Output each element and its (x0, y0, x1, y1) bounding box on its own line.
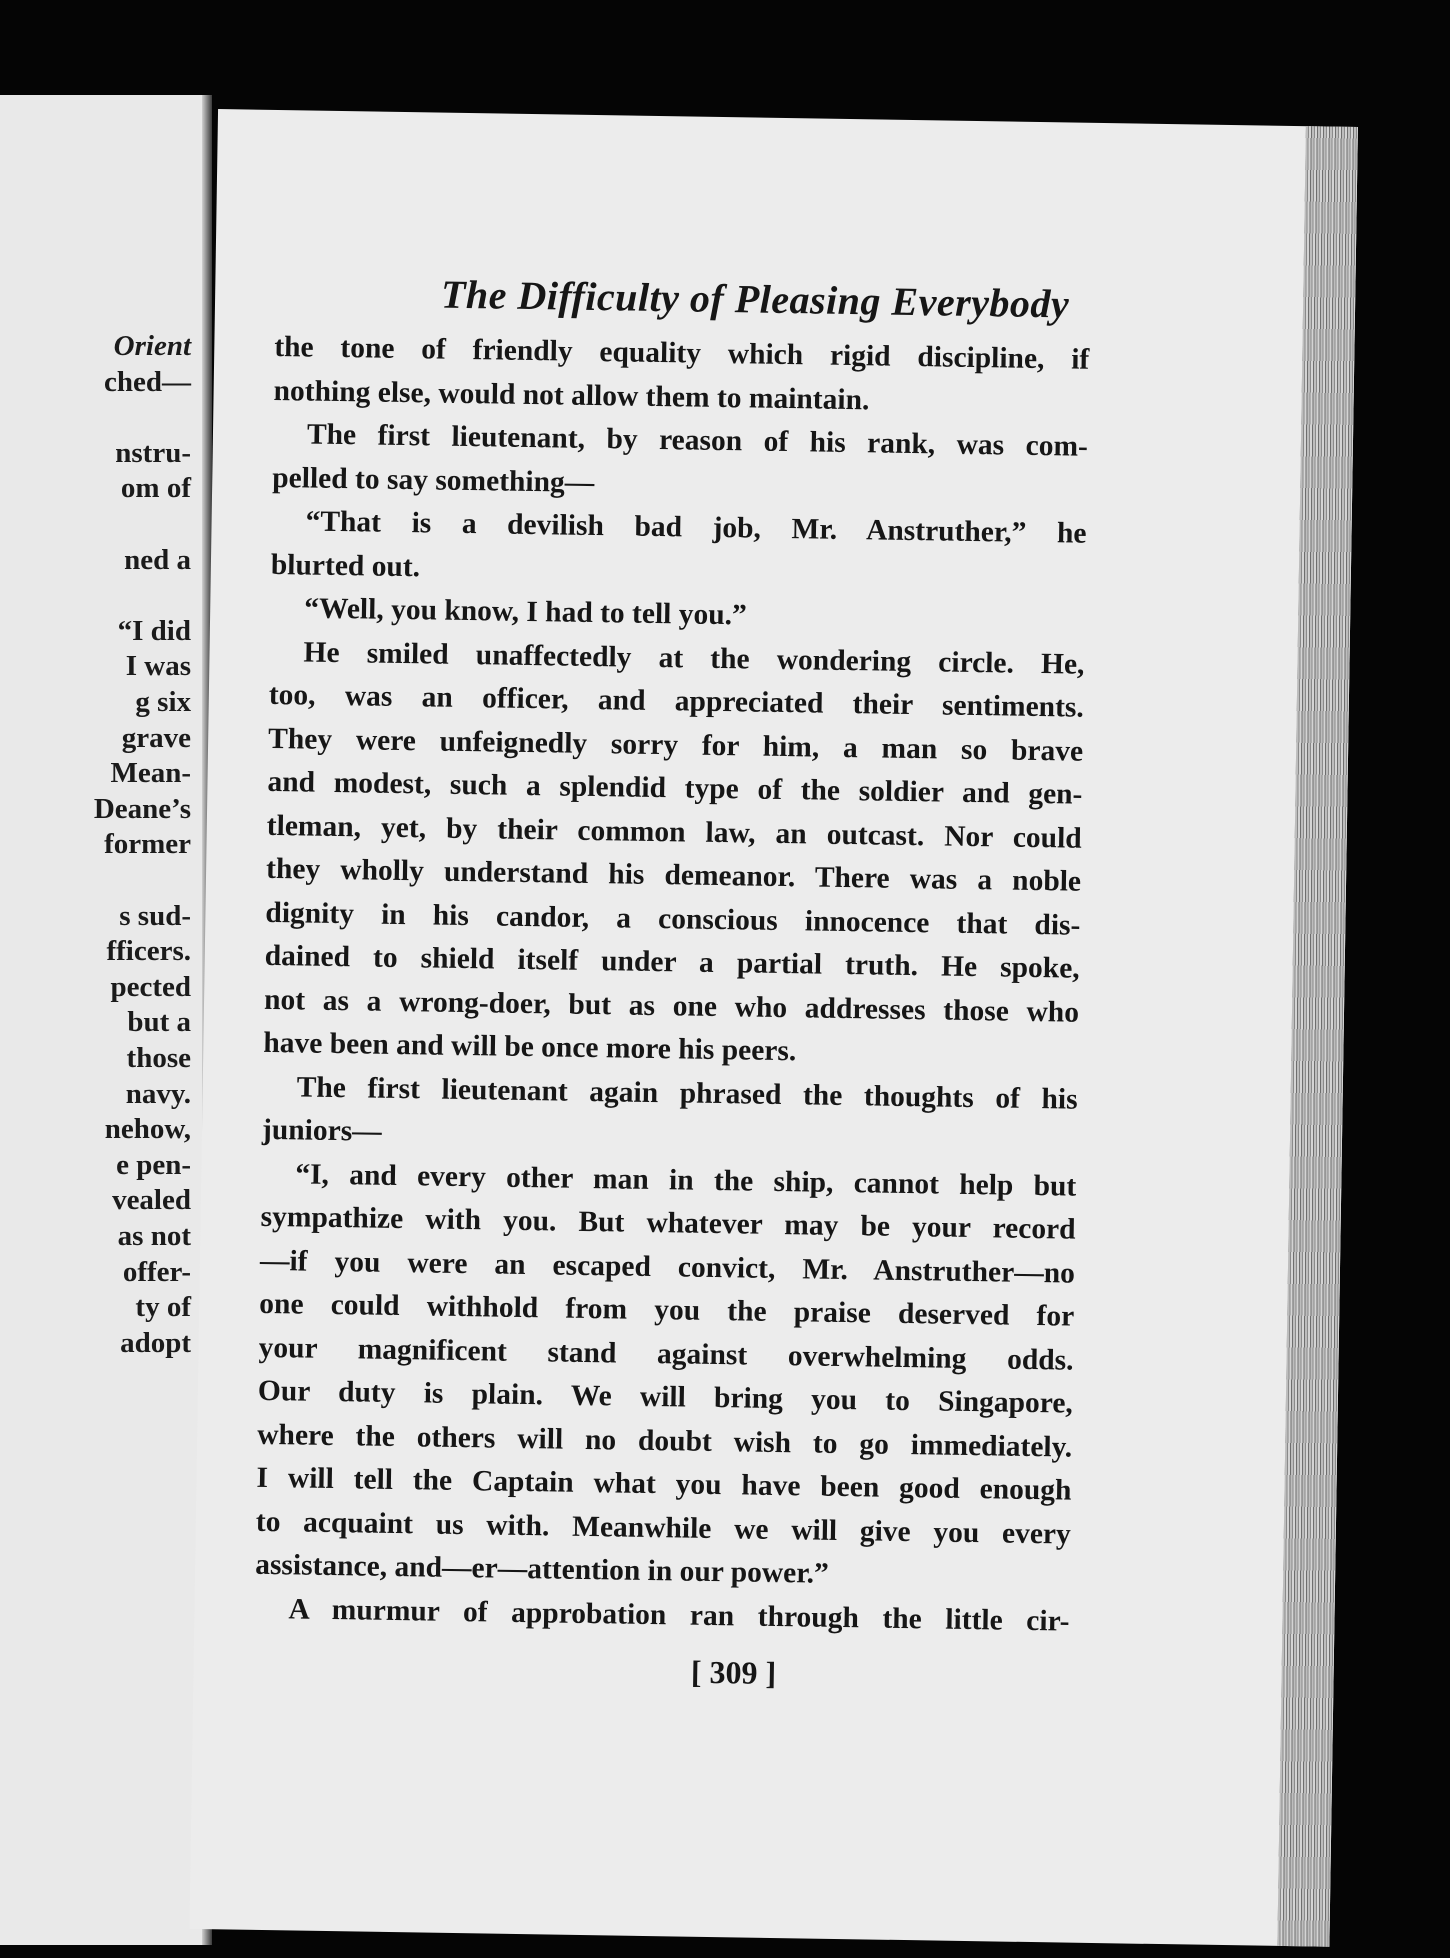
text-line: The first lieutenant, by reason of his rank, was com- (306, 418, 1089, 463)
text-line: pelled to say something— (272, 461, 595, 499)
text-line: sympathize with you. But whatever may be your record (260, 1200, 1076, 1246)
right-page (189, 109, 1357, 1947)
text-line: The first lieutenant again phrased the thoughts of his (296, 1070, 1078, 1116)
left-page-fragment: pected (110, 970, 191, 1003)
text-line: assistance, and—er—attention in our power.” (254, 1548, 830, 1590)
text-line: to acquaint us with. Meanwhile we will give you every (255, 1505, 1072, 1551)
left-page-fragment: I was (125, 650, 191, 683)
running-head: The Difficulty of Pleasing Everybody (440, 271, 1070, 327)
left-page-fragment: Deane’s (93, 792, 191, 825)
text-line: —if you were an escaped convict, Mr. Anstruther—no (259, 1244, 1076, 1290)
body-text (254, 326, 1089, 1644)
text-line: tleman, yet, by their common law, an outcast. Nor could (266, 809, 1082, 855)
text-line: too, was an officer, and appreciated their sentiments. (268, 678, 1085, 724)
text-line: He smiled unaffectedly at the wondering circle. He, (303, 635, 1085, 681)
left-page-fragment: those (126, 1042, 191, 1074)
text-line: where the others will no doubt wish to go immediately. (257, 1418, 1073, 1464)
left-page-fragment: vealed (112, 1184, 191, 1217)
text-line: “Well, you know, I had to tell you.” (303, 592, 748, 632)
text-line: I will tell the Captain what you have been good enough (256, 1461, 1072, 1507)
text-line: juniors— (261, 1113, 382, 1148)
text-line: A murmur of approbation ran through the little cir- (288, 1592, 1070, 1638)
left-page-fragment: former (104, 828, 191, 861)
left-page-fragment: grave (121, 721, 191, 754)
text-line: have been and will be once more his peers. (263, 1026, 797, 1068)
text-line: one could withhold from you the praise deserved for (259, 1287, 1075, 1333)
left-page-fragment: “I did (117, 614, 191, 647)
left-page-fragment: nehow, (104, 1113, 191, 1146)
left-page-fragment: g six (135, 686, 191, 718)
text-line: They were unfeignedly sorry for him, a man so brave (267, 722, 1084, 768)
left-page-fragment: s sud- (119, 899, 191, 932)
left-page-fragment: but a (127, 1006, 191, 1039)
left-page-fragment: e pen- (116, 1148, 191, 1181)
text-line: “That is a devilish bad job, Mr. Anstruther,” he (305, 505, 1087, 550)
left-page (0, 95, 212, 1945)
text-line: “I, and every other man in the ship, cannot help but (295, 1157, 1077, 1203)
text-line: they wholly understand his demeanor. There was a noble (265, 852, 1082, 898)
left-page-fragment: om of (120, 472, 191, 505)
text-line: blurted out. (270, 548, 421, 583)
left-page-fragment: ched— (104, 365, 191, 398)
left-page-fragment: offer- (122, 1255, 191, 1288)
text-line: nothing else, would not allow them to maintain. (273, 374, 870, 416)
left-page-fragment: ty of (135, 1291, 191, 1324)
page-number: [ 309 ] (690, 1653, 777, 1692)
text-line: your magnificent stand against overwhelming odds. (258, 1331, 1074, 1377)
text-line: not as a wrong-doer, but as one who addresses those who (263, 983, 1080, 1029)
left-page-fragment: ned a (124, 543, 191, 576)
text-line: the tone of friendly equality which rigid discipline, if (274, 330, 1090, 376)
left-page-fragment: Mean- (110, 757, 191, 790)
left-page-fragment: adopt (120, 1326, 191, 1359)
left-page-fragment: navy. (125, 1077, 191, 1110)
text-line: and modest, such a splendid type of the soldier and gen- (267, 765, 1083, 811)
left-page-fragment: as not (117, 1220, 191, 1252)
left-page-fragment: nstru- (115, 436, 191, 469)
text-line: dained to shield itself under a partial truth. He spoke, (264, 939, 1080, 985)
left-page-fragment: fficers. (106, 935, 191, 968)
text-line: Our duty is plain. We will bring you to Singapore, (257, 1374, 1074, 1420)
left-page-fragment: Orient (113, 330, 191, 362)
page-edges (1277, 126, 1358, 1947)
text-line: dignity in his candor, a conscious innocence that dis- (265, 896, 1081, 942)
